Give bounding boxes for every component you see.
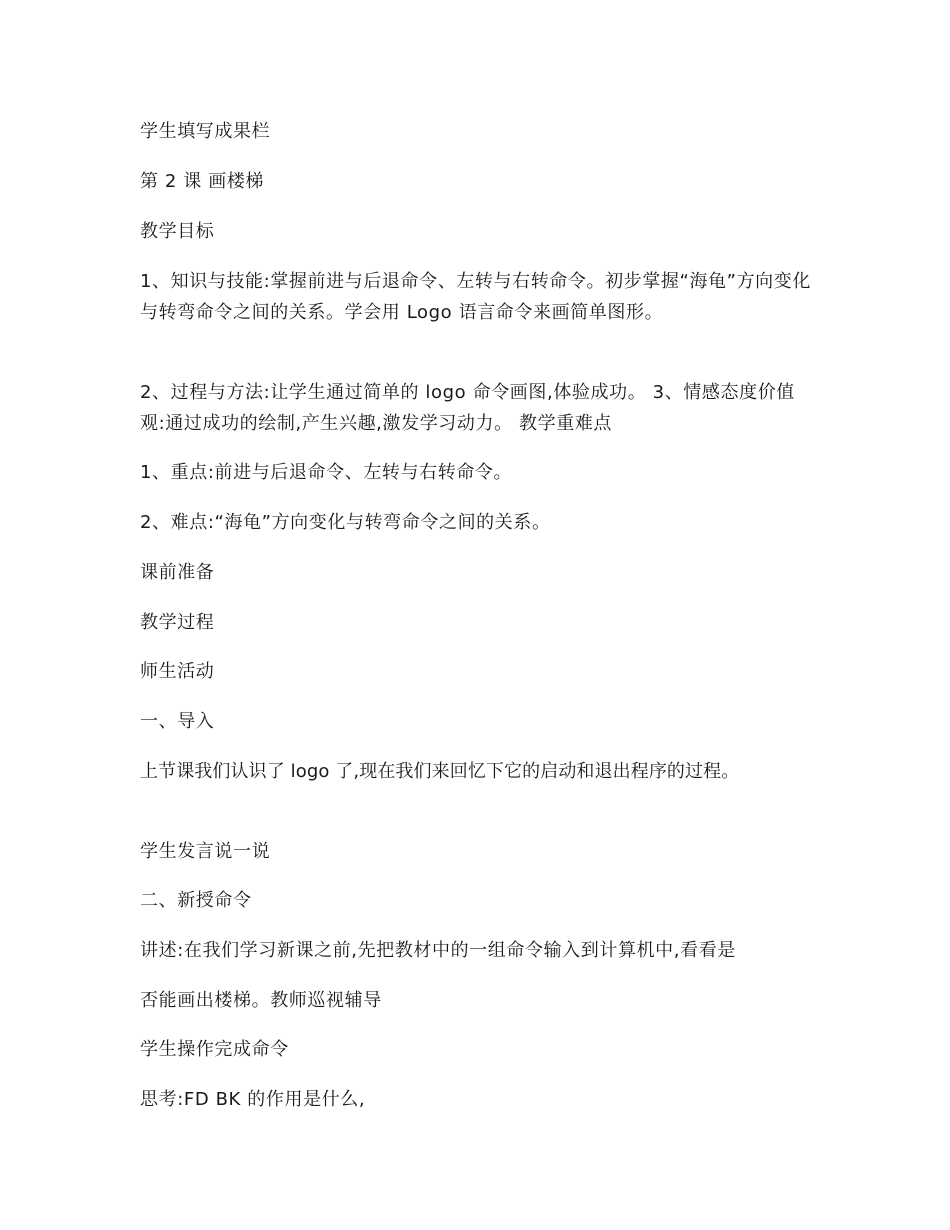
thinking-question-line: 思考:FD BK 的作用是什么, [140,1089,366,1110]
section-heading-process: 教学过程 [140,612,215,633]
section-heading-activities: 师生活动 [140,661,215,682]
difficult-point-line: 2、难点:“海龟”方向变化与转弯命令之间的关系。 [140,512,551,533]
lecture-text-line-1: 讲述:在我们学习新课之前,先把教材中的一组命令输入到计算机中,看看是 [140,940,736,961]
objective-knowledge-paragraph: 1、知识与技能:掌握前进与后退命令、左转与右转命令。初步掌握“海龟”方向变化与转弯命令之间的关系。学会用 Logo 语言命令来画简单图形。 [140,271,811,323]
text-line-1: 学生填写成果栏 [140,121,271,142]
section-heading-preparation: 课前准备 [140,562,215,583]
student-activity-line: 学生发言说一说 [140,841,271,862]
key-point-line: 1、重点:前进与后退命令、左转与右转命令。 [140,462,513,483]
introduction-text: 上节课我们认识了 logo 了,现在我们来回忆下它的启动和退出程序的过程。 [140,761,740,782]
section-heading-objectives: 教学目标 [140,221,215,242]
section-heading-introduction: 一、导入 [140,711,215,732]
student-operation-line: 学生操作完成命令 [140,1039,289,1060]
lesson-title: 第 2 课 画楼梯 [140,171,265,192]
objective-process-paragraph: 2、过程与方法:让学生通过简单的 logo 命令画图,体验成功。 3、情感态度价值观:通过成功的绘制,产生兴趣,激发学习动力。 教学重难点 [140,382,795,434]
section-heading-new-commands: 二、新授命令 [140,890,252,911]
lecture-text-line-2: 否能画出楼梯。教师巡视辅导 [140,990,382,1011]
